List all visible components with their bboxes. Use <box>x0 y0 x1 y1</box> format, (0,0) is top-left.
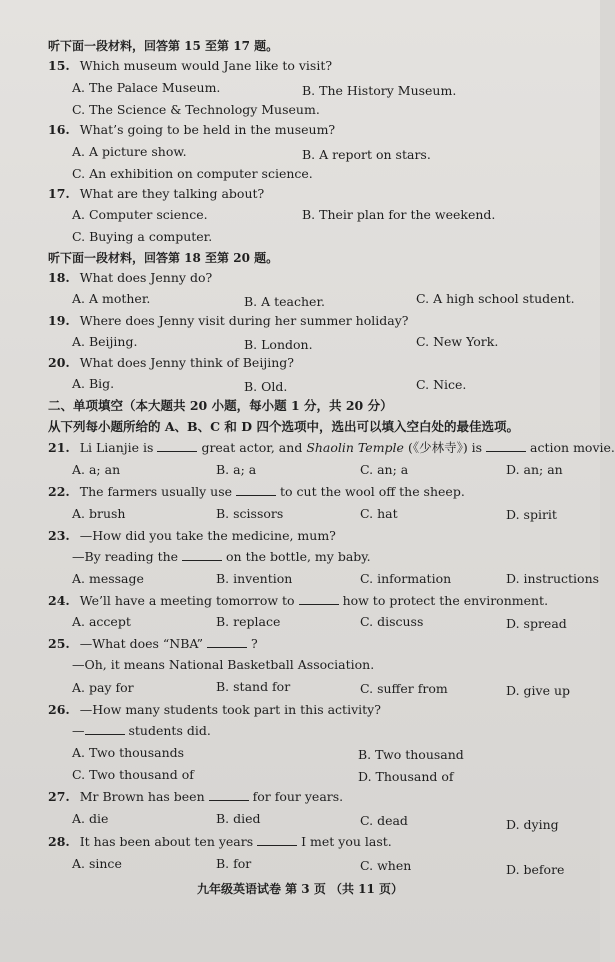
option-b: B. Two thousand <box>358 747 464 762</box>
question-17 <box>48 186 264 202</box>
question-19 <box>48 313 408 329</box>
question-text-part: great actor, and <box>201 440 303 455</box>
option-c: C. The Science & Technology Museum. <box>72 102 320 117</box>
option-a: A. message <box>72 571 144 586</box>
question-text: What’s going to be held in the museum? <box>79 122 336 137</box>
option-a: A. Big. <box>72 376 115 391</box>
question-text-part: (《少林寺》) is <box>407 440 483 455</box>
option-c: C. Two thousand of <box>72 767 194 782</box>
option-a: A. since <box>72 856 122 871</box>
option-a: A. The Palace Museum. <box>72 80 221 95</box>
question-number: 20. <box>48 355 70 370</box>
question-number: 28. <box>48 834 70 849</box>
question-26 <box>48 702 381 718</box>
option-d: D. before <box>506 862 565 877</box>
question-text-part: on the bottle, my baby. <box>226 549 371 564</box>
option-c: C. discuss <box>360 614 424 629</box>
answer-blank <box>209 789 249 801</box>
option-c: C. when <box>360 858 412 873</box>
option-c: C. suffer from <box>360 681 448 696</box>
question-text-part: Mr Brown has been <box>79 789 205 804</box>
option-c: C. Buying a computer. <box>72 229 213 244</box>
question-16 <box>48 122 335 138</box>
section-2-instruction: 从下列每小题所给的 A、B、C 和 D 四个选项中，选出可以填入空白处的最佳选项。 <box>48 419 519 434</box>
option-d: D. spread <box>506 616 567 631</box>
option-d: D. Thousand of <box>358 769 454 784</box>
question-number: 19. <box>48 313 70 328</box>
option-a: A. A mother. <box>72 291 151 306</box>
answer-blank <box>299 593 339 605</box>
option-a: A. die <box>72 811 109 826</box>
question-number: 22. <box>48 484 70 499</box>
question-text: What does Jenny think of Beijing? <box>79 355 294 370</box>
question-number: 17. <box>48 186 70 201</box>
option-c: C. Nice. <box>416 377 467 392</box>
question-text-part: action movie. <box>530 440 615 455</box>
answer-blank <box>182 549 222 561</box>
question-20 <box>48 355 294 371</box>
option-a: A. brush <box>72 506 126 521</box>
question-number: 18. <box>48 270 70 285</box>
listening-instruction-15-17: 听下面一段材料，回答第 15 至第 17 题。 <box>48 39 279 53</box>
question-text-part: It has been about ten years <box>79 834 254 849</box>
option-c: C. An exhibition on computer science. <box>72 166 313 181</box>
option-b: B. Their plan for the weekend. <box>302 207 496 222</box>
question-text-part: to cut the wool off the sheep. <box>280 484 465 499</box>
question-text-part: for four years. <box>252 789 344 804</box>
option-b: B. stand for <box>216 679 291 694</box>
question-number: 27. <box>48 789 70 804</box>
question-text: What does Jenny do? <box>79 270 213 285</box>
question-text-part: ? <box>250 636 258 651</box>
option-c: C. dead <box>360 813 408 828</box>
dialogue-reply: —Oh, it means National Basketball Association. <box>72 657 375 672</box>
listening-instruction-18-20: 听下面一段材料，回答第 18 至第 20 题。 <box>48 251 279 265</box>
question-number: 16. <box>48 122 70 137</box>
question-text-part: how to protect the environment. <box>342 593 549 608</box>
question-text: —How did you take the medicine, mum? <box>79 528 336 543</box>
question-text: Which museum would Jane like to visit? <box>79 58 333 73</box>
question-15 <box>48 58 332 74</box>
question-text-part: students did. <box>128 723 211 738</box>
option-b: B. invention <box>216 571 293 586</box>
dialogue-reply <box>72 723 211 739</box>
option-a: A. Computer science. <box>72 207 208 222</box>
option-d: D. dying <box>506 817 559 832</box>
option-c: C. information <box>360 571 452 586</box>
option-a: A. Two thousands <box>72 745 185 760</box>
option-b: B. scissors <box>216 506 284 521</box>
option-b: B. replace <box>216 614 281 629</box>
option-d: D. an; an <box>506 462 563 477</box>
dialogue-reply <box>72 549 371 565</box>
option-a: A. A picture show. <box>72 144 187 159</box>
option-c: C. New York. <box>416 334 499 349</box>
question-text-part: Li Lianjie is <box>79 440 154 455</box>
answer-blank <box>85 723 125 735</box>
option-b: B. died <box>216 811 261 826</box>
question-18 <box>48 270 212 286</box>
question-text-part: — <box>72 723 85 738</box>
option-a: A. accept <box>72 614 131 629</box>
question-text-part: —What does “NBA” <box>79 636 203 651</box>
option-d: D. spirit <box>506 507 557 522</box>
option-c: C. A high school student. <box>416 291 575 306</box>
question-25 <box>48 636 258 652</box>
question-text: —How many students took part in this activity? <box>79 702 381 717</box>
question-27 <box>48 789 343 805</box>
option-b: B. a; a <box>216 462 257 477</box>
option-c: C. hat <box>360 506 398 521</box>
question-number: 21. <box>48 440 70 455</box>
answer-blank <box>486 440 526 452</box>
option-c: C. an; a <box>360 462 409 477</box>
option-b: B. Old. <box>244 379 288 394</box>
question-number: 23. <box>48 528 70 543</box>
option-a: A. pay for <box>72 680 134 695</box>
question-text-part: —By reading the <box>72 549 179 564</box>
question-number: 24. <box>48 593 70 608</box>
question-number: 26. <box>48 702 70 717</box>
question-number: 15. <box>48 58 70 73</box>
option-a: A. a; an <box>72 462 121 477</box>
answer-blank <box>207 636 247 648</box>
answer-blank <box>157 440 197 452</box>
option-d: D. give up <box>506 683 571 698</box>
question-text: What are they talking about? <box>79 186 265 201</box>
option-b: B. London. <box>244 337 313 352</box>
option-d: D. instructions <box>506 571 600 586</box>
question-21 <box>48 440 615 456</box>
question-text-part: I met you last. <box>301 834 392 849</box>
question-28 <box>48 834 392 850</box>
section-2-title: 二、单项填空（本大题共 20 小题，每小题 1 分，共 20 分） <box>48 398 393 413</box>
answer-blank <box>257 834 297 846</box>
question-24 <box>48 593 548 609</box>
question-22 <box>48 484 465 500</box>
question-text-part: We’ll have a meeting tomorrow to <box>79 593 295 608</box>
question-text-part: The farmers usually use <box>79 484 233 499</box>
question-text: Where does Jenny visit during her summer holiday? <box>79 313 409 328</box>
option-b: B. A report on stars. <box>302 147 431 162</box>
page-footer: 九年级英语试卷 第 3 页 （共 11 页） <box>196 882 404 896</box>
option-b: B. A teacher. <box>244 294 326 309</box>
answer-blank <box>236 484 276 496</box>
question-number: 25. <box>48 636 70 651</box>
option-b: B. for <box>216 856 252 871</box>
question-23 <box>48 528 336 544</box>
option-b: B. The History Museum. <box>302 83 457 98</box>
movie-title: Shaolin Temple <box>306 440 404 455</box>
option-a: A. Beijing. <box>72 334 138 349</box>
